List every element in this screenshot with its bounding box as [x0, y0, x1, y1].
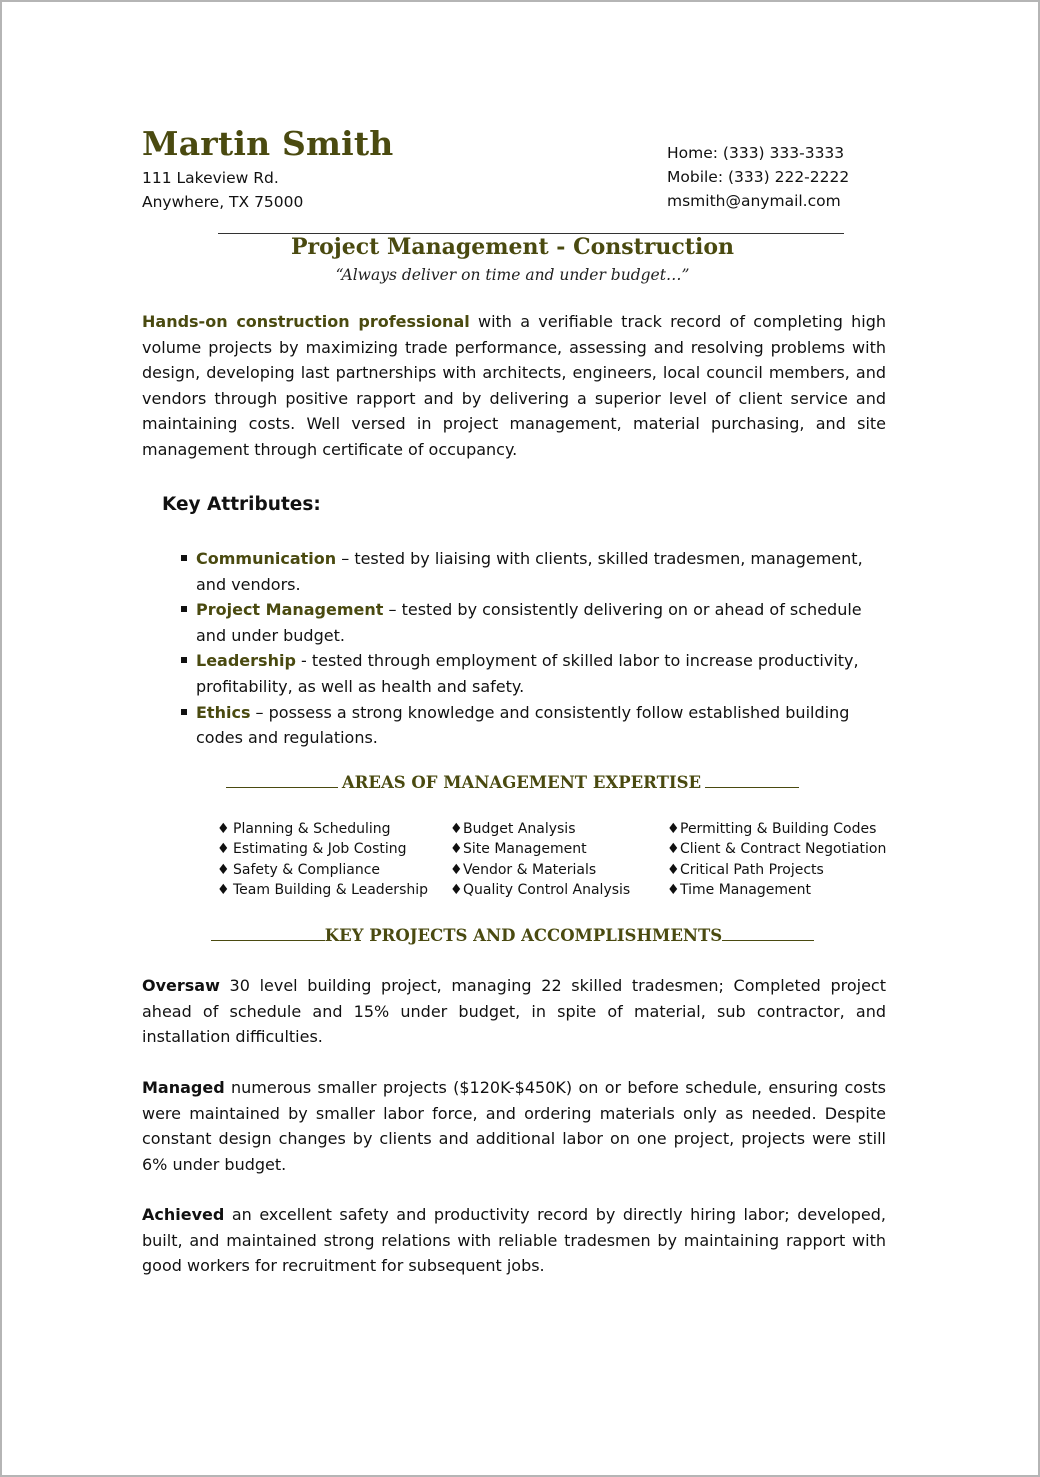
expertise-item: ♦ Estimating & Job Costing	[217, 839, 428, 859]
diamond-bullet-icon: ♦	[450, 821, 463, 837]
attribute-label: Project Management	[196, 600, 384, 620]
expertise-item: ♦Budget Analysis	[450, 819, 630, 839]
email-address: msmith@anymail.com	[667, 192, 841, 210]
summary-paragraph	[142, 309, 886, 463]
diamond-bullet-icon: ♦	[217, 841, 230, 858]
accomplishment-text: numerous smaller projects ($120K-$450K) on or before schedule, ensuring costs were maintained by smaller labor force, and ordering materials only as needed. Despite constant design changes by clients and additional labor on one project, projects were still 6% under budget.	[142, 1078, 886, 1174]
diamond-bullet-icon: ♦	[450, 882, 463, 899]
accomplishment-lead: Oversaw	[142, 976, 220, 995]
expertise-item: ♦ Team Building & Leadership	[217, 880, 428, 900]
attribute-label: Ethics	[196, 702, 251, 722]
heading-underline-right	[722, 940, 814, 941]
expertise-item: ♦Client & Contract Negotiation	[667, 839, 886, 859]
heading-underline-left	[211, 940, 325, 941]
expertise-column-3	[667, 819, 886, 901]
address-block	[142, 166, 303, 214]
expertise-item: ♦Vendor & Materials	[450, 860, 630, 880]
attribute-text: - tested through employment of skilled labor to increase productivity, profitability, as well as health and safety.	[196, 651, 859, 696]
accomplishment-paragraph	[142, 1202, 886, 1279]
attribute-text: – possess a strong knowledge and consistently follow established building codes and regulations.	[196, 702, 850, 748]
accomplishment-text: 30 level building project, managing 22 skilled tradesmen; Completed project ahead of schedule and 15% under budget, in spite of material, sub contractor, and installation difficulties.	[142, 976, 886, 1047]
summary-lead: Hands-on construction professional	[142, 312, 470, 331]
expertise-item: ♦Time Management	[667, 880, 886, 900]
diamond-bullet-icon: ♦	[217, 861, 230, 878]
expertise-item: ♦ Safety & Compliance	[217, 860, 428, 880]
heading-underline-right	[705, 787, 799, 788]
square-bullet-icon	[181, 657, 187, 663]
attribute-label: Communication	[196, 549, 337, 568]
heading-underline-left	[226, 787, 338, 788]
key-attributes-heading: Key Attributes:	[162, 494, 321, 515]
expertise-heading-banner	[0, 773, 1025, 792]
expertise-item: ♦Critical Path Projects	[667, 860, 886, 880]
attribute-label: Leadership	[196, 651, 296, 671]
accomplishments-heading-banner	[0, 926, 1025, 945]
attribute-item	[180, 546, 886, 597]
attribute-item	[180, 700, 886, 751]
diamond-bullet-icon: ♦	[450, 841, 463, 858]
home-phone: Home: (333) 333-3333	[667, 144, 845, 162]
diamond-bullet-icon: ♦	[667, 841, 680, 858]
key-attributes-list	[180, 546, 886, 751]
candidate-name: Martin Smith	[142, 124, 394, 163]
contact-block	[667, 141, 849, 213]
address-line-2: Anywhere, TX 75000	[142, 193, 304, 211]
diamond-bullet-icon: ♦	[450, 861, 463, 878]
diamond-bullet-icon: ♦	[667, 882, 680, 899]
attribute-item	[180, 597, 886, 648]
diamond-bullet-icon: ♦	[217, 821, 230, 837]
diamond-bullet-icon: ♦	[217, 882, 230, 899]
square-bullet-icon	[181, 555, 187, 561]
accomplishments-heading: KEY PROJECTS AND ACCOMPLISHMENTS	[324, 926, 723, 945]
resume-title: Project Management - Construction	[291, 234, 734, 260]
expertise-column-2	[450, 819, 630, 901]
expertise-item: ♦Quality Control Analysis	[450, 880, 630, 900]
address-line-1: 111 Lakeview Rd.	[142, 169, 279, 187]
attribute-item	[180, 648, 886, 699]
accomplishment-lead: Achieved	[142, 1205, 225, 1224]
accomplishment-paragraph	[142, 1075, 886, 1177]
attribute-text: – tested by liaising with clients, skilled tradesmen, management, and vendors.	[196, 549, 863, 594]
accomplishment-paragraph	[142, 973, 886, 1050]
expertise-column-1	[217, 819, 428, 901]
expertise-item: ♦ Planning & Scheduling	[217, 819, 428, 839]
accomplishment-lead: Managed	[142, 1078, 225, 1097]
expertise-item: ♦Site Management	[450, 839, 630, 859]
diamond-bullet-icon: ♦	[667, 821, 680, 837]
mobile-phone: Mobile: (333) 222-2222	[667, 168, 850, 186]
expertise-item: ♦Permitting & Building Codes	[667, 819, 886, 839]
accomplishment-text: an excellent safety and productivity record by directly hiring labor; developed, built, and maintained strong relations with reliable tradesmen by maintaining rapport with good workers for recruitment for subsequent jobs.	[142, 1205, 886, 1276]
resume-tagline: “Always deliver on time and under budget…”	[335, 266, 690, 284]
attribute-text: – tested by consistently delivering on or ahead of schedule and under budget.	[196, 600, 862, 645]
square-bullet-icon	[181, 606, 187, 612]
diamond-bullet-icon: ♦	[667, 861, 680, 878]
summary-text: with a verifiable track record of completing high volume projects by maximizing trade performance, assessing and resolving problems with design, developing last partnerships with architects, engineers, local council members, and vendors through positive rapport and by delivering a superior level of client service and maintaining costs. Well versed in project management, material purchasing, and site management through certificate of occupancy.	[142, 312, 886, 459]
square-bullet-icon	[181, 709, 187, 715]
expertise-heading: AREAS OF MANAGEMENT EXPERTISE	[341, 773, 702, 792]
